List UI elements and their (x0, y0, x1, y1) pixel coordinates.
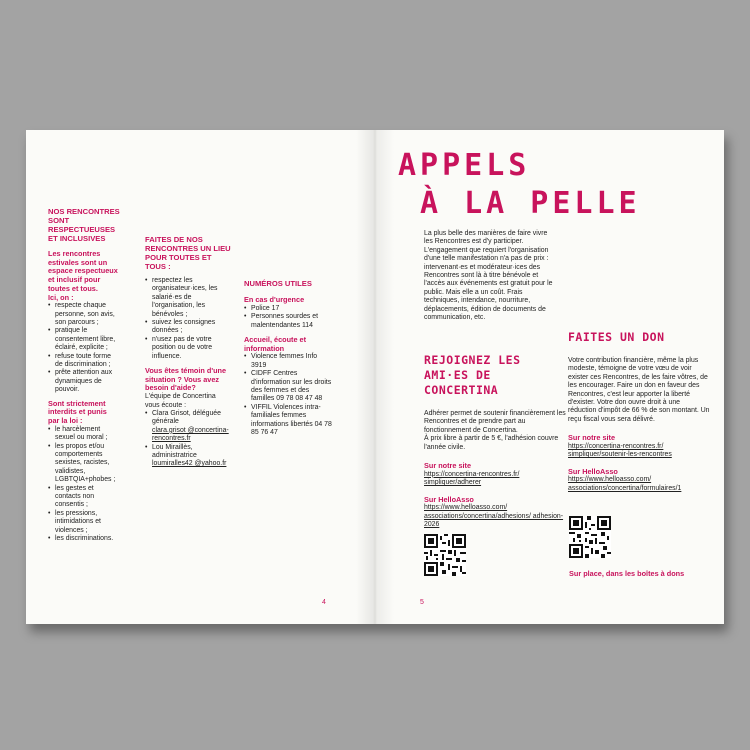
list-item: • CIDFF Centres d'information sur les droits des femmes et des familles 09 78 08 47 48 (244, 370, 332, 404)
list-item: • les gestes et contacts non consentis ; (48, 485, 120, 510)
ici-list (48, 302, 120, 394)
team-member (145, 444, 231, 469)
join-site-link[interactable]: https://concertina-rencontres.fr/ simpliquer/adherer (424, 470, 520, 487)
donate-section (568, 330, 710, 493)
gutter-shadow (356, 130, 394, 624)
left-column-numbers (244, 279, 332, 437)
respect-heading: NOS RENCONTRES SONT RESPECTUEUSES ET INCLUSIVES (48, 207, 120, 243)
donate-title: FAITES UN DON (568, 330, 665, 344)
member-email-link[interactable]: clara.grisot @concertina-rencontres.fr (152, 426, 229, 443)
list-item: • respectez les organisateur·ices, les salarié·es de l'organisation, les bénévoles ; (145, 277, 231, 319)
donate-helloasso-link[interactable]: https://www.helloasso.com/ associations/concertina/formulaires/1 (568, 476, 682, 492)
forbidden-list (48, 426, 120, 544)
list-item: • pratique le consentement libre, éclairé, explicite ; (48, 327, 120, 352)
donate-site-label: Sur notre site (568, 433, 616, 443)
donate-site-link[interactable]: https://concertina-rencontres.fr/ simpliquer/soutenir-les-rencontres (568, 442, 672, 459)
forbidden-heading: Sont strictement interdits et punis par la loi : (48, 398, 107, 426)
conduct-heading: FAITES DE NOS RENCONTRES UN LIEU POUR TOUTES ET TOUS : (145, 235, 231, 271)
team-list (145, 410, 231, 469)
join-helloasso-link[interactable]: https://www.helloasso.com/ associations/concertina/adhesions/ adhesion-2026 (424, 504, 564, 529)
title-line-1: APPELS (398, 148, 531, 183)
ici-label: Ici, on : (48, 292, 74, 302)
list-item: • les discriminations. (48, 535, 120, 543)
page-title (398, 147, 698, 223)
join-title: REJOIGNEZ LES AMI·ES DE CONCERTINA (424, 353, 521, 397)
list-item: • respecte chaque personne, son avis, son parcours ; (48, 302, 120, 327)
qr-code-donate[interactable] (569, 516, 611, 558)
intro-block (424, 230, 554, 322)
member-name: Clara Grisot, déléguée générale (152, 409, 221, 426)
join-text-2: À prix libre à partir de 5 €, l'adhésion couvre l'année civile. (424, 435, 559, 451)
left-column-respect (48, 207, 120, 543)
list-item: • les pressions, intimidations et violences ; (48, 510, 120, 535)
onsite-label: Sur place, dans les boîtes à dons (569, 569, 685, 578)
intro-text: La plus belle des manières de faire vivre les Rencontres est d'y participer. L'engagement que requiert l'organisation d'une telle manifestation n'a pas de prix : intervenant·es et modérateur·ices des Rencontres sont là à titre bénévole et l'accès aux événements est gratuit pour le public. Mais elle a un coût. Frais techniques, intendance, nourriture, déplacements, édition de documents de communication, etc. (424, 230, 553, 322)
left-column-conduct (145, 235, 231, 469)
join-section (424, 353, 566, 529)
booklet-spread (26, 130, 724, 624)
donate-text: Votre contribution financière, même la plus modeste, témoigne de votre vœu de voir exister ces Rencontres, de les faire vôtres, de les encourager. Faire un don en faveur des Rencontres, c'est leur apporter la liberté d'exister. Votre don ouvre droit à une réduction d'impôt de 66 % de son montant. Un reçu fiscal vous sera délivré. (568, 357, 710, 423)
join-helloasso-label: Sur HelloAsso (424, 494, 474, 504)
onsite-note (569, 570, 719, 579)
list-item: • Personnes sourdes et malentendantes 114 (244, 313, 332, 330)
list-item: • le harcèlement sexuel ou moral ; (48, 426, 120, 443)
list-item: • suivez les consignes données ; (145, 319, 231, 336)
respect-intro: Les rencontres estivales sont un espace respectueux et inclusif pour toutes et tous. (48, 249, 118, 293)
join-site-label: Sur notre site (424, 461, 472, 471)
team-member (145, 410, 231, 444)
page-number-right: 5 (420, 599, 424, 606)
title-line-2: À LA PELLE (420, 186, 641, 221)
join-text-1: Adhérer permet de soutenir financièrement les Rencontres et de prendre part au fonctionnement de Concertina. (424, 410, 566, 434)
accueil-heading: Accueil, écoute et information (244, 334, 307, 353)
list-item: • Violence femmes Info 3919 (244, 353, 332, 370)
list-item: • VIFFIL Violences intra-familiales femmes informations libertés 04 78 85 76 47 (244, 404, 332, 438)
list-item: • n'usez pas de votre position ou de votre influence. (145, 336, 231, 361)
qr-code-join[interactable] (424, 534, 466, 576)
numbers-heading: NUMÉROS UTILES (244, 279, 312, 288)
page-number-left: 4 (322, 599, 326, 606)
witness-heading: Vous êtes témoin d'une situation ? Vous avez besoin d'aide? (145, 366, 227, 393)
list-item: • prête attention aux dynamiques de pouvoir. (48, 369, 120, 394)
urgence-list (244, 305, 332, 330)
list-item: • Police 17 (244, 305, 332, 313)
team-intro: L'équipe de Concertina vous écoute : (145, 393, 216, 409)
donate-helloasso-label: Sur HelloAsso (568, 466, 618, 476)
conduct-list (145, 277, 231, 361)
list-item: • les propos et/ou comportements sexistes, racistes, validistes, LGBTQIA+phobes ; (48, 443, 120, 485)
urgence-heading: En cas d'urgence (244, 295, 305, 304)
member-name: Lou Miraillès, administratrice (152, 443, 197, 460)
accueil-list (244, 353, 332, 437)
list-item: • refuse toute forme de discrimination ; (48, 353, 120, 370)
member-email-link[interactable]: loumiralles42 @yahoo.fr (152, 460, 227, 468)
